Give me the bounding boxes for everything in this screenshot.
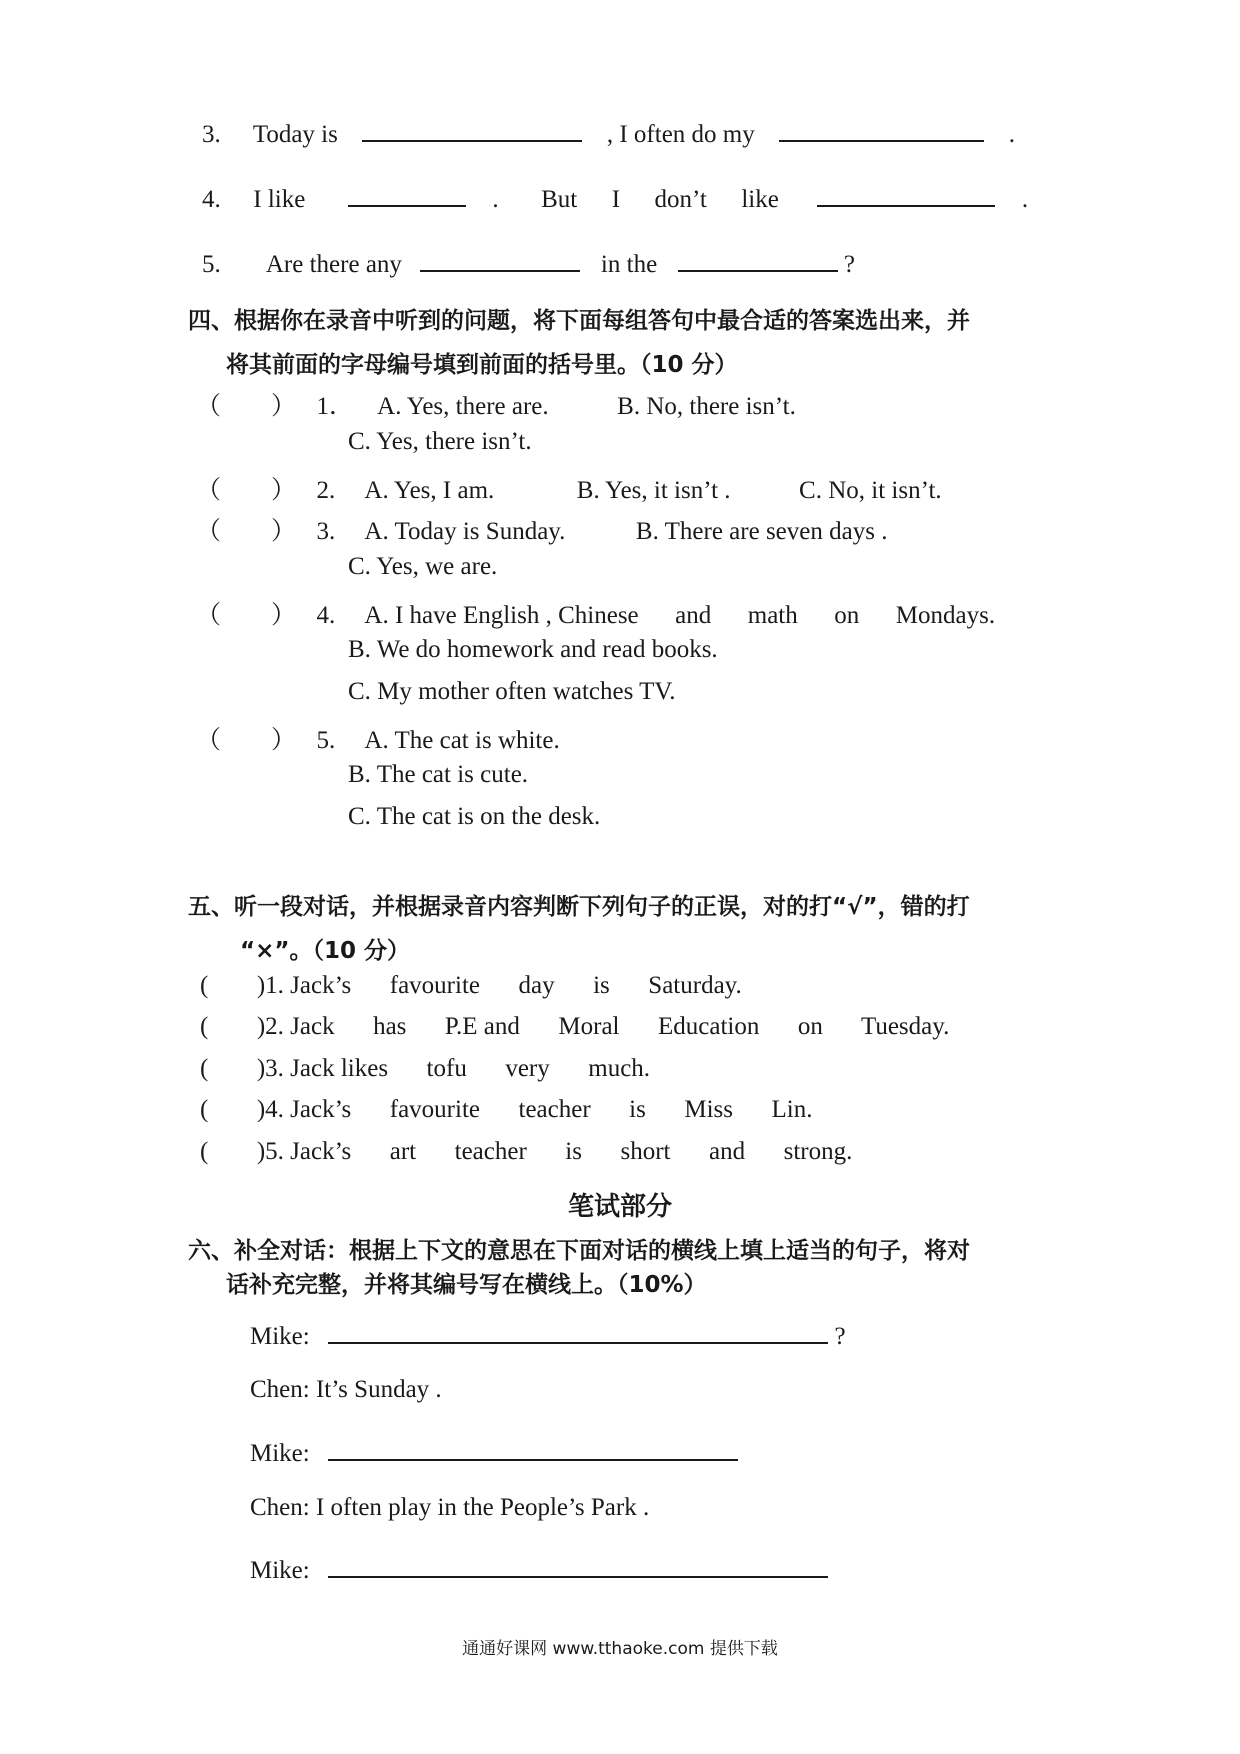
option-c: C. The cat is on the desk.: [348, 803, 601, 830]
statement-word: is: [629, 1096, 646, 1123]
s4-item-4: [196, 595, 995, 631]
section-5-heading-cont: “×”。（10 分）: [240, 938, 411, 964]
answer-paren[interactable]: （ ）: [196, 602, 297, 629]
statement-word: Jack’s: [290, 1096, 352, 1123]
option-a: A. Yes, I am.: [364, 477, 495, 504]
question-number: 5.: [202, 251, 221, 278]
question-text: .: [492, 186, 499, 213]
question-text: don’t: [654, 186, 707, 213]
question-4: [202, 181, 1028, 214]
footer-source: 通通好课网 www.tthaoke.com 提供下载: [462, 1639, 778, 1659]
answer-paren[interactable]: （ ）: [196, 727, 297, 754]
statement-word: short: [620, 1138, 671, 1165]
section-6-heading: 六、补全对话：根据上下文的意思在下面对话的横线上填上适当的句子，将对: [188, 1238, 970, 1264]
question-text: .: [1021, 186, 1029, 213]
answer-blank[interactable]: [779, 116, 984, 142]
speaker-label: Mike:: [250, 1557, 310, 1584]
statement-word: Education: [658, 1013, 760, 1040]
statement-word: Jack’s: [290, 1138, 352, 1165]
option-a-word: math: [747, 602, 798, 629]
option-b: B. We do homework and read books.: [348, 636, 718, 663]
answer-paren[interactable]: （ ）: [196, 393, 297, 420]
option-b: B. Yes, it isn’t .: [576, 477, 731, 504]
answer-paren[interactable]: (: [200, 1138, 209, 1165]
option-a-word: Mondays.: [895, 602, 996, 629]
question-text: .: [1008, 121, 1015, 148]
question-number: 4.: [202, 186, 221, 213]
dialogue-blank[interactable]: [328, 1318, 828, 1344]
s4-item-1: [196, 386, 796, 422]
item-number: )4.: [256, 1096, 284, 1123]
statement-word: Lin.: [771, 1096, 813, 1123]
statement-word: favourite: [389, 1096, 480, 1123]
statement-word: art: [389, 1138, 417, 1165]
dialogue-line-2: [250, 1376, 442, 1404]
option-a-word: and: [675, 602, 712, 629]
question-text: ?: [843, 251, 856, 278]
dialogue-blank[interactable]: [328, 1435, 738, 1461]
answer-blank[interactable]: [678, 246, 838, 272]
dialogue-line-4: [250, 1494, 649, 1522]
statement-word: favourite: [389, 972, 480, 999]
statement-word: Miss: [684, 1096, 733, 1123]
s5-item-1: [200, 972, 742, 1000]
statement-word: strong.: [783, 1138, 853, 1165]
answer-paren[interactable]: (: [200, 1096, 209, 1123]
dialogue-line-3: [250, 1435, 738, 1468]
s5-item-4: [200, 1096, 812, 1124]
option-b: B. The cat is cute.: [348, 761, 529, 788]
s5-item-5: [200, 1138, 852, 1166]
question-text: , I often do my: [606, 121, 755, 148]
option-a: A. The cat is white.: [364, 727, 560, 754]
s5-item-2: [200, 1013, 949, 1041]
s4-item-1-c: [348, 428, 532, 456]
option-a: A. Yes, there are.: [377, 393, 549, 420]
question-number: 3.: [202, 121, 221, 148]
s4-item-2: [196, 470, 942, 506]
item-number: )1.: [256, 972, 284, 999]
item-number: )5.: [256, 1138, 284, 1165]
question-text: Are there any: [265, 251, 402, 278]
s4-item-4-b: [348, 636, 718, 664]
answer-blank[interactable]: [362, 116, 582, 142]
dialogue-line-1: [250, 1318, 846, 1351]
s5-item-3: [200, 1055, 650, 1083]
item-number: 3.: [316, 518, 336, 545]
option-b: B. There are seven days .: [635, 518, 888, 545]
option-c: C. Yes, we are.: [348, 553, 498, 580]
option-c: C. Yes, there isn’t.: [348, 428, 532, 455]
question-text: But: [541, 186, 578, 213]
item-number: 2.: [316, 477, 336, 504]
dialogue-blank[interactable]: [328, 1552, 828, 1578]
speaker-label: Mike:: [250, 1440, 310, 1467]
written-part-title: 笔试部分: [567, 1192, 672, 1222]
option-c: C. No, it isn’t.: [799, 477, 942, 504]
question-3: [202, 116, 1015, 149]
answer-blank[interactable]: [348, 181, 466, 207]
dialogue-text: Chen: I often play in the People’s Park .: [250, 1494, 650, 1521]
statement-word: Moral: [558, 1013, 620, 1040]
item-number: 5.: [316, 727, 336, 754]
option-a: A. Today is Sunday.: [364, 518, 566, 545]
s4-item-3-c: [348, 553, 497, 581]
section-5-heading: 五、听一段对话，并根据录音内容判断下列句子的正误，对的打“√”，错的打: [188, 894, 970, 920]
s4-item-3: [196, 511, 887, 547]
speaker-label: Mike:: [250, 1323, 310, 1350]
item-number: )2.: [256, 1013, 284, 1040]
statement-word: teacher: [454, 1138, 527, 1165]
s4-item-5-c: [348, 803, 600, 831]
s4-item-5-b: [348, 761, 528, 789]
option-b: B. No, there isn’t.: [617, 393, 796, 420]
question-5: [202, 246, 855, 279]
statement-word: P.E and: [444, 1013, 520, 1040]
s4-item-4-c: [348, 678, 676, 706]
section-6-heading-cont: 话补充完整，并将其编号写在横线上。（10%）: [226, 1272, 707, 1298]
item-number: 4.: [316, 602, 336, 629]
question-text: I like: [253, 186, 306, 213]
dialogue-end: ?: [834, 1323, 846, 1350]
option-a-word: on: [834, 602, 860, 629]
statement-word: Jack’s: [290, 972, 352, 999]
option-c: C. My mother often watches TV.: [348, 678, 676, 705]
answer-paren[interactable]: （ ）: [196, 518, 297, 545]
statement-word: tofu: [426, 1055, 467, 1082]
statement-word: very: [505, 1055, 550, 1082]
answer-paren[interactable]: （ ）: [196, 477, 297, 504]
statement-word: Tuesday.: [860, 1013, 950, 1040]
statement-word: and: [708, 1138, 746, 1165]
item-number: )3.: [256, 1055, 284, 1082]
statement-word: day: [518, 972, 555, 999]
section-4-heading: 四、根据你在录音中听到的问题，将下面每组答句中最合适的答案选出来，并: [188, 308, 970, 334]
dialogue-line-5: [250, 1552, 828, 1585]
statement-word: Jack likes: [290, 1055, 389, 1082]
dialogue-text: Chen: It’s Sunday .: [250, 1376, 442, 1403]
statement-word: teacher: [518, 1096, 591, 1123]
answer-paren[interactable]: (: [200, 972, 209, 999]
statement-word: much.: [588, 1055, 651, 1082]
statement-word: on: [797, 1013, 823, 1040]
answer-blank[interactable]: [817, 181, 995, 207]
section-4-heading-cont: 将其前面的字母编号填到前面的括号里。（10 分）: [226, 352, 738, 378]
question-text: like: [741, 186, 779, 213]
question-text: Today is: [252, 121, 338, 148]
statement-word: Saturday.: [648, 972, 742, 999]
statement-word: has: [373, 1013, 407, 1040]
statement-word: Jack: [290, 1013, 335, 1040]
s4-item-5: [196, 720, 560, 756]
answer-paren[interactable]: (: [200, 1055, 209, 1082]
answer-blank[interactable]: [420, 246, 580, 272]
statement-word: is: [565, 1138, 582, 1165]
question-text: I: [611, 186, 621, 213]
statement-word: is: [593, 972, 610, 999]
question-text: in the: [600, 251, 658, 278]
answer-paren[interactable]: (: [200, 1013, 209, 1040]
item-number: 1．: [316, 393, 355, 420]
option-a: A. I have English , Chinese: [364, 602, 639, 629]
